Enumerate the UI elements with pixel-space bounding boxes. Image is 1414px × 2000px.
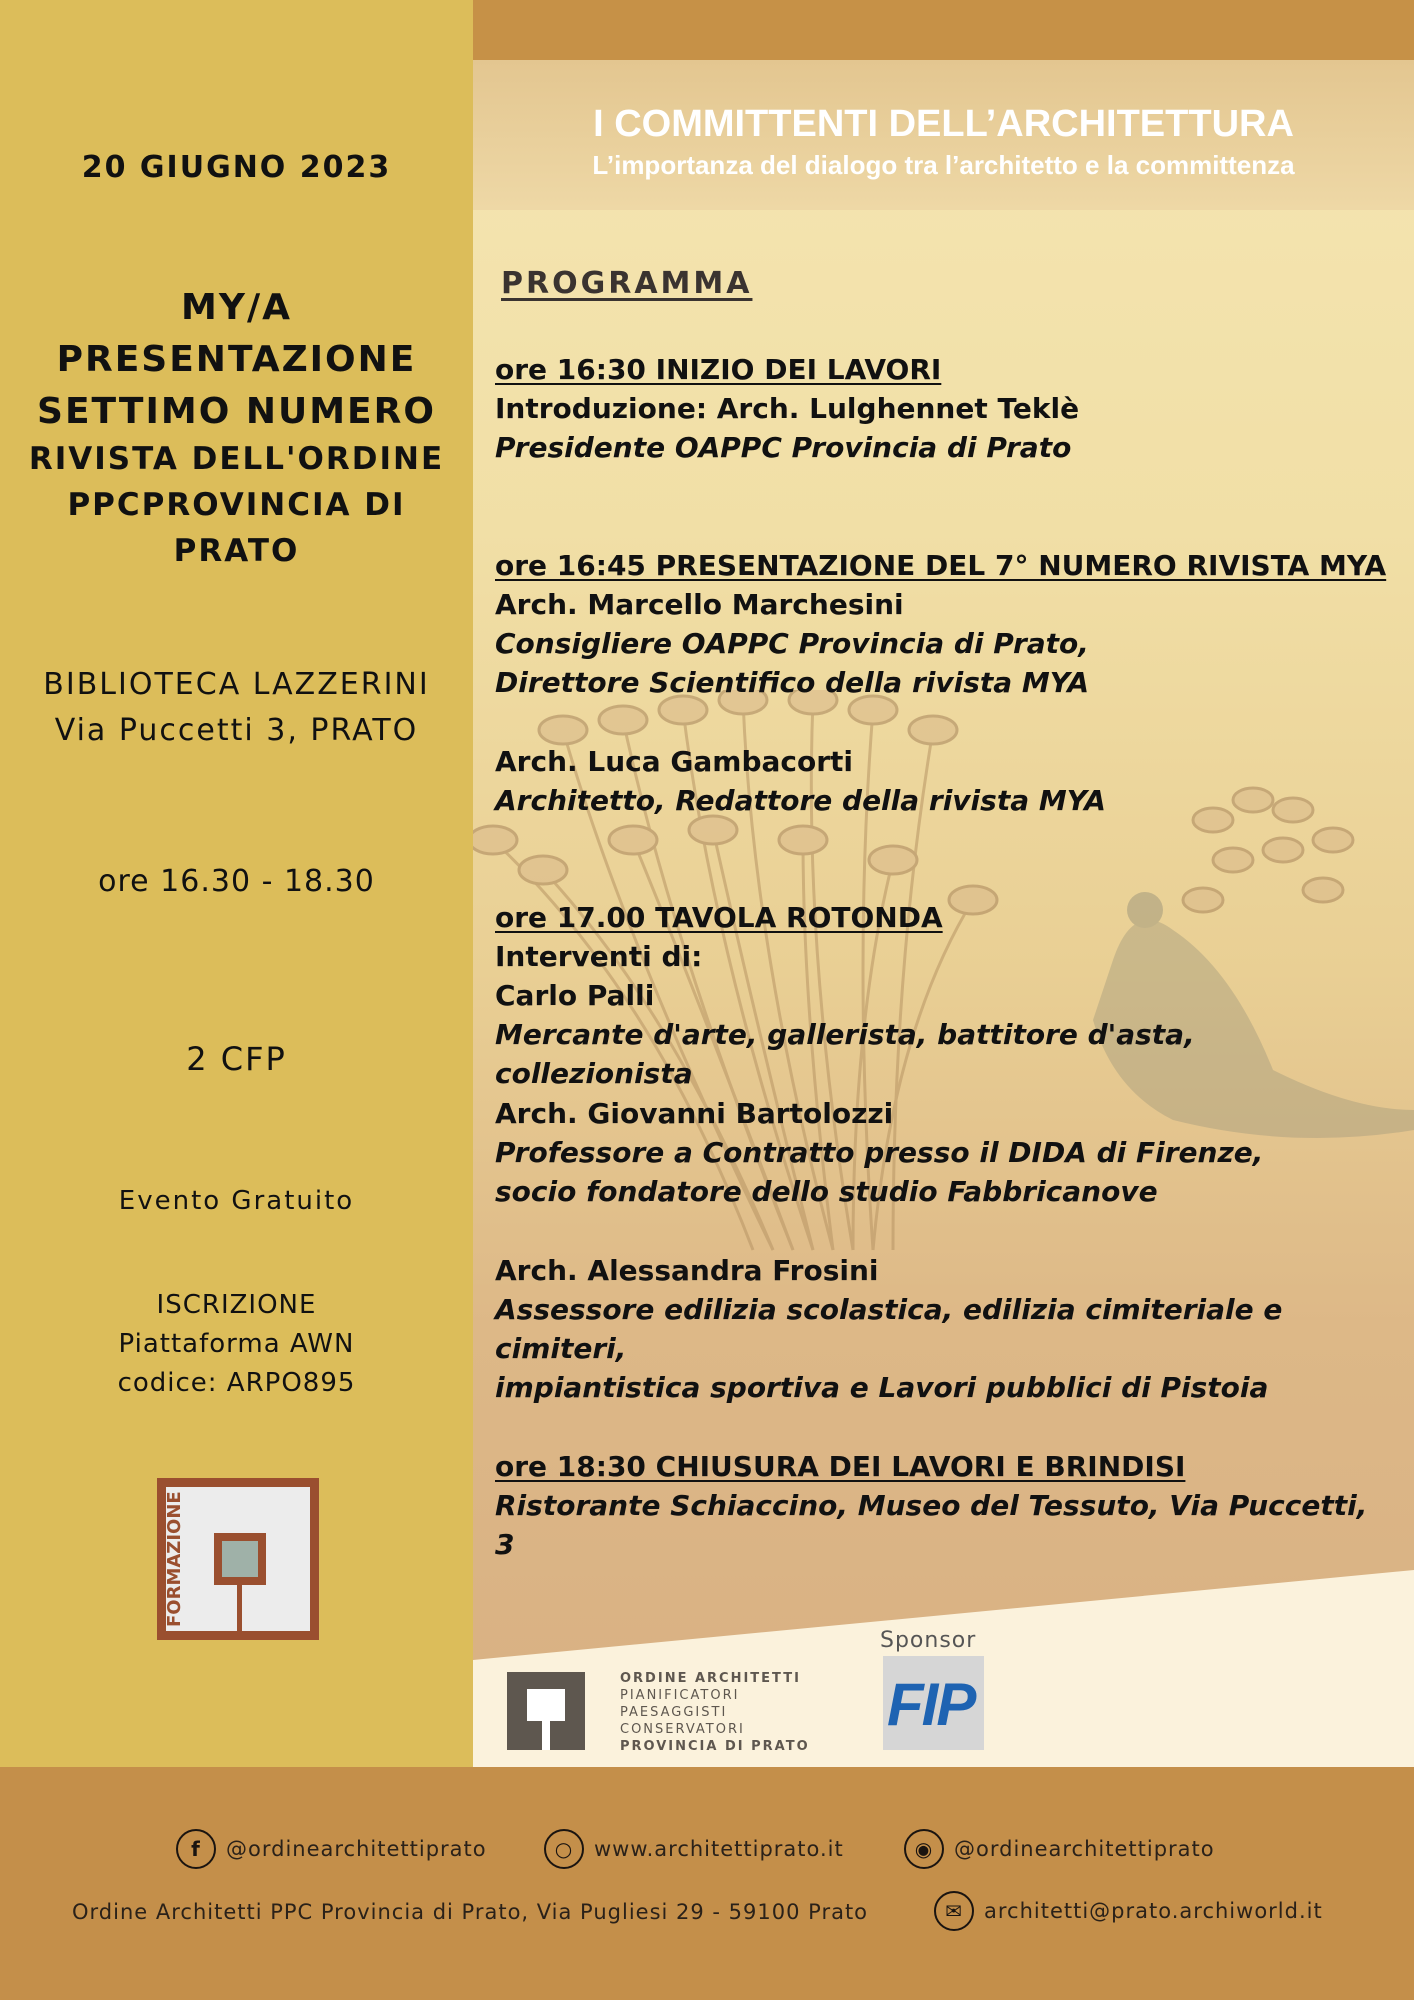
- speaker-role: Assessore edilizia scolastica, edilizia cimiteriale e cimiteri,: [495, 1293, 1283, 1365]
- program-block: [495, 1094, 1395, 1211]
- program-block: [495, 742, 1395, 820]
- subtitle-line: PPCPROVINCIA DI: [67, 487, 406, 523]
- subtitle-line: RIVISTA DELL'ORDINE: [28, 441, 445, 477]
- registration-line: codice: ARPO895: [117, 1368, 356, 1398]
- ordine-line: ORDINE ARCHITETTI: [620, 1671, 801, 1686]
- speaker-name: Arch. Luca Gambacorti: [495, 745, 854, 778]
- formazione-logo-stem: [237, 1585, 242, 1631]
- free-event-label: Evento Gratuito: [118, 1186, 355, 1216]
- registration-info: [0, 1286, 473, 1403]
- program-time-heading: ore 16:30 INIZIO DEI LAVORI: [495, 353, 942, 386]
- title-line: PRESENTAZIONE: [56, 339, 417, 380]
- program-block: [495, 546, 1395, 702]
- venue-detail: Ristorante Schiaccino, Museo del Tessuto, Via Puccetti, 3: [495, 1489, 1368, 1561]
- speaker-role: Presidente OAPPC Provincia di Prato: [495, 431, 1072, 464]
- header-title: I COMMITTENTI DELL’ARCHITETTURA: [593, 103, 1294, 145]
- event-subtitle: [0, 436, 473, 574]
- ordine-line: PIANIFICATORI: [620, 1688, 740, 1703]
- email-link[interactable]: [934, 1891, 1323, 1931]
- speaker-role: Direttore Scientifico della rivista MYA: [495, 666, 1090, 699]
- formazione-logo-text: FORMAZIONE: [164, 1491, 185, 1627]
- event-title: [0, 282, 473, 438]
- speaker-role: impiantistica sportiva e Lavori pubblici di Pistoia: [495, 1371, 1269, 1404]
- instagram-handle: @ordinearchitettiprato: [954, 1837, 1215, 1861]
- website-link[interactable]: [544, 1829, 844, 1869]
- instagram-icon: ◉: [904, 1829, 944, 1869]
- left-column: [0, 0, 473, 1767]
- ordine-logo-stem: [542, 1721, 550, 1750]
- speaker-role: socio fondatore dello studio Fabbricanove: [495, 1175, 1158, 1208]
- title-line: SETTIMO NUMERO: [37, 391, 436, 432]
- facebook-handle: @ordinearchitettiprato: [226, 1837, 487, 1861]
- facebook-link[interactable]: [176, 1829, 487, 1869]
- program-block: [495, 898, 1395, 1093]
- speaker-name: Arch. Giovanni Bartolozzi: [495, 1097, 894, 1130]
- program-panel: [473, 0, 1414, 1767]
- ordine-line: PAESAGGISTI: [620, 1705, 728, 1720]
- speaker-role: Architetto, Redattore della rivista MYA: [495, 784, 1106, 817]
- program-block: [495, 350, 1395, 467]
- header-subtitle: L’importanza del dialogo tra l’architetto e la committenza: [592, 150, 1295, 180]
- speaker-name: Arch. Alessandra Frosini: [495, 1254, 879, 1287]
- facebook-icon: f: [176, 1829, 216, 1869]
- program-block: [495, 1251, 1395, 1407]
- email-address: architetti@prato.archiworld.it: [984, 1899, 1323, 1923]
- speaker-role: Consigliere OAPPC Provincia di Prato,: [495, 627, 1089, 660]
- program-block: [495, 1447, 1395, 1564]
- footer: [0, 1767, 1414, 2000]
- mail-icon: ✉: [934, 1891, 974, 1931]
- subtitle-line: PRATO: [173, 533, 300, 569]
- sponsor-label: Sponsor: [880, 1628, 977, 1653]
- instagram-link[interactable]: [904, 1829, 1215, 1869]
- program-label: PROGRAMMA: [501, 266, 753, 301]
- ordine-line: CONSERVATORI: [620, 1722, 745, 1737]
- event-hours: ore 16.30 - 18.30: [98, 864, 375, 899]
- event-date: 20 GIUGNO 2023: [81, 150, 392, 185]
- venue-line: BIBLIOTECA LAZZERINI: [43, 667, 430, 702]
- speaker-name: Introduzione: Arch. Lulghennet Teklè: [495, 392, 1080, 425]
- registration-line: Piattaforma AWN: [118, 1329, 355, 1359]
- fip-logo-text: FIP: [887, 1671, 975, 1738]
- address-text: Ordine Architetti PPC Provincia di Prato, Via Pugliesi 29 - 59100 Prato: [72, 1900, 869, 1924]
- globe-icon: ○: [544, 1829, 584, 1869]
- venue-line: Via Puccetti 3, PRATO: [54, 713, 419, 748]
- top-bar: [473, 0, 1414, 60]
- speaker-name: Arch. Marcello Marchesini: [495, 588, 904, 621]
- registration-line: ISCRIZIONE: [156, 1290, 317, 1320]
- cfp-credits: 2 CFP: [186, 1040, 287, 1078]
- title-line: MY/A: [181, 287, 292, 328]
- ordine-architetti-text: [620, 1670, 810, 1755]
- ordine-line: PROVINCIA DI PRATO: [620, 1739, 810, 1754]
- formazione-logo: [157, 1478, 319, 1640]
- program-time-heading: ore 17.00 TAVOLA ROTONDA: [495, 901, 943, 934]
- program-time-heading: ore 16:45 PRESENTAZIONE DEL 7° NUMERO RIVISTA MYA: [495, 549, 1387, 582]
- program-time-heading: ore 18:30 CHIUSURA DEI LAVORI E BRINDISI: [495, 1450, 1186, 1483]
- ordine-logo-window: [527, 1689, 565, 1721]
- speaker-name: Carlo Palli: [495, 979, 655, 1012]
- event-venue: [0, 662, 473, 754]
- speaker-role: Professore a Contratto presso il DIDA di Firenze,: [495, 1136, 1264, 1169]
- fip-sponsor-logo: [883, 1656, 984, 1750]
- formazione-logo-square: [214, 1533, 266, 1585]
- speaker-role: Mercante d'arte, gallerista, battitore d'asta, collezionista: [495, 1018, 1195, 1090]
- speaker-intro: Interventi di:: [495, 940, 703, 973]
- ordine-architetti-logo: [507, 1672, 585, 1750]
- website-url: www.architettiprato.it: [594, 1837, 844, 1861]
